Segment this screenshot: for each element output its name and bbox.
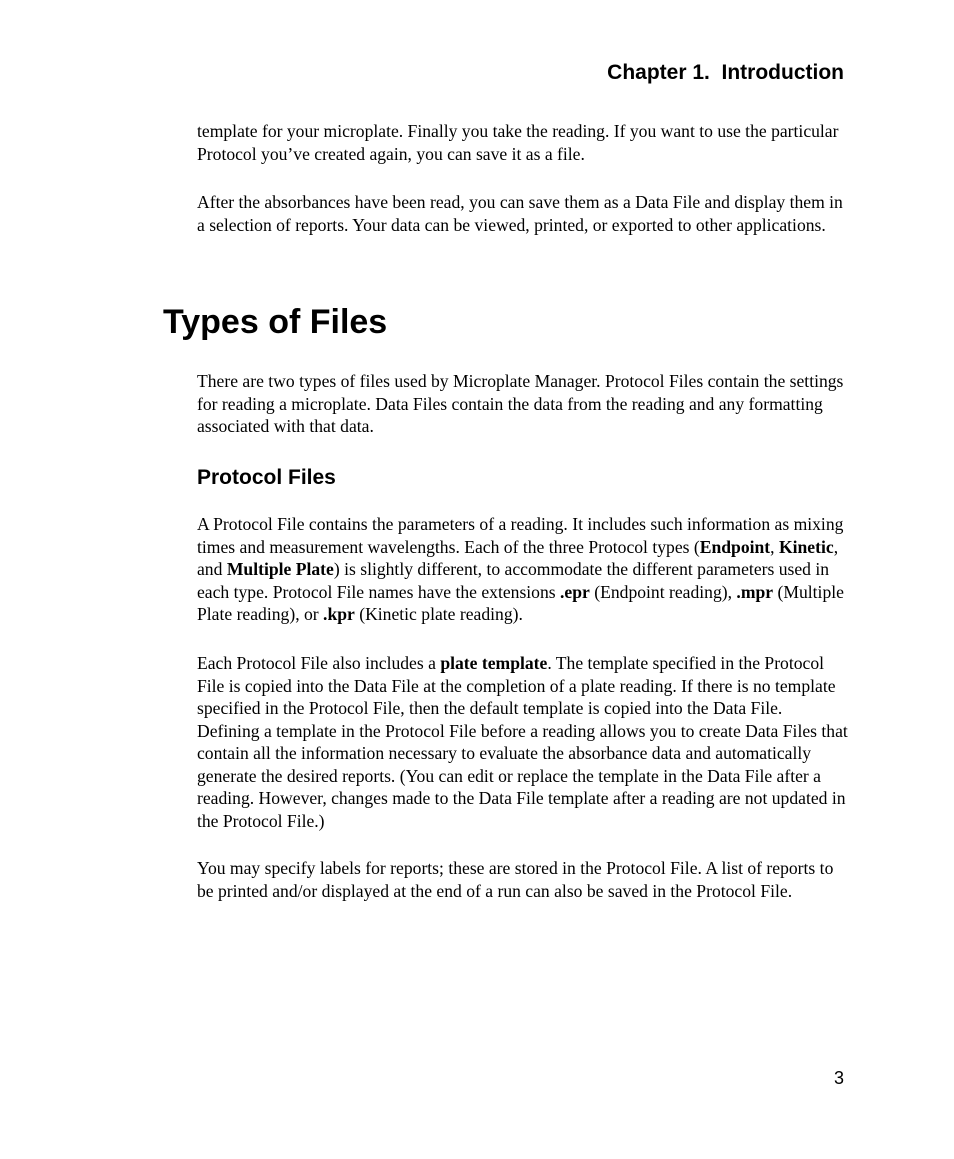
text-run: Each Protocol File also includes a	[197, 653, 441, 673]
page-number: 3	[833, 1068, 844, 1088]
protocol-files-paragraph-2	[197, 652, 849, 832]
text-run: ,	[770, 536, 779, 557]
term-plate-template: plate template	[440, 653, 548, 673]
extension-mpr: .mpr	[736, 581, 774, 602]
text-run: (Endpoint reading),	[589, 581, 737, 602]
text-run: . The template specified in the Protocol File is copied into the Data File at the completion of a plate reading. If there is no template specified in the Protocol File, then the default template is copied into the Data File. Defining a template in the Protocol File before a reading allows you to create Data Files that contain all the information necessary to evaluate the absorbance data and automatically generate the desired reports. (You can edit or replace the template in the Data File after a reading. However, changes made to the Data File template after a reading are not updated in the Protocol File.)	[197, 653, 848, 831]
text-run: A Protocol File contains the parameters of a reading. It includes such information as mixing times and measurement wavelengths. Each of the three Protocol types (	[197, 514, 844, 557]
text-run: (Kinetic plate reading).	[354, 604, 523, 624]
intro-paragraph-1: template for your microplate. Finally you take the reading. If you want to use the particular Protocol you’ve created again, you can save it as a file.	[197, 121, 839, 164]
term-endpoint: Endpoint	[699, 536, 771, 557]
protocol-files-paragraph-3: You may specify labels for reports; these are stored in the Protocol File. A list of reports to be printed and/or displayed at the end of a run can also be saved in the Protocol File.	[197, 858, 834, 901]
text-run: , and	[197, 536, 839, 579]
text-run: ) is slightly different, to accommodate the different parameters used in each type. Protocol File names have the extensions	[197, 559, 830, 602]
extension-epr: .epr	[560, 581, 590, 602]
text-run: (Multiple Plate reading), or	[197, 581, 844, 624]
extension-kpr: .kpr	[323, 604, 355, 624]
section-title-types-of-files: Types of Files	[163, 303, 388, 341]
intro-paragraph-2: After the absorbances have been read, you can save them as a Data File and display them in a selection of reports. Your data can be viewed, printed, or exported to other applications.	[197, 192, 843, 235]
term-kinetic: Kinetic	[778, 536, 834, 557]
protocol-files-paragraph-1	[197, 513, 849, 626]
term-multiple-plate: Multiple Plate	[226, 559, 334, 579]
subsection-title-protocol-files: Protocol Files	[197, 466, 336, 489]
types-of-files-paragraph: There are two types of files used by Microplate Manager. Protocol Files contain the settings for reading a microplate. Data Files contain the data from the reading and any formatting associated with that data.	[197, 371, 844, 436]
running-head: Chapter 1. Introduction	[607, 61, 844, 84]
